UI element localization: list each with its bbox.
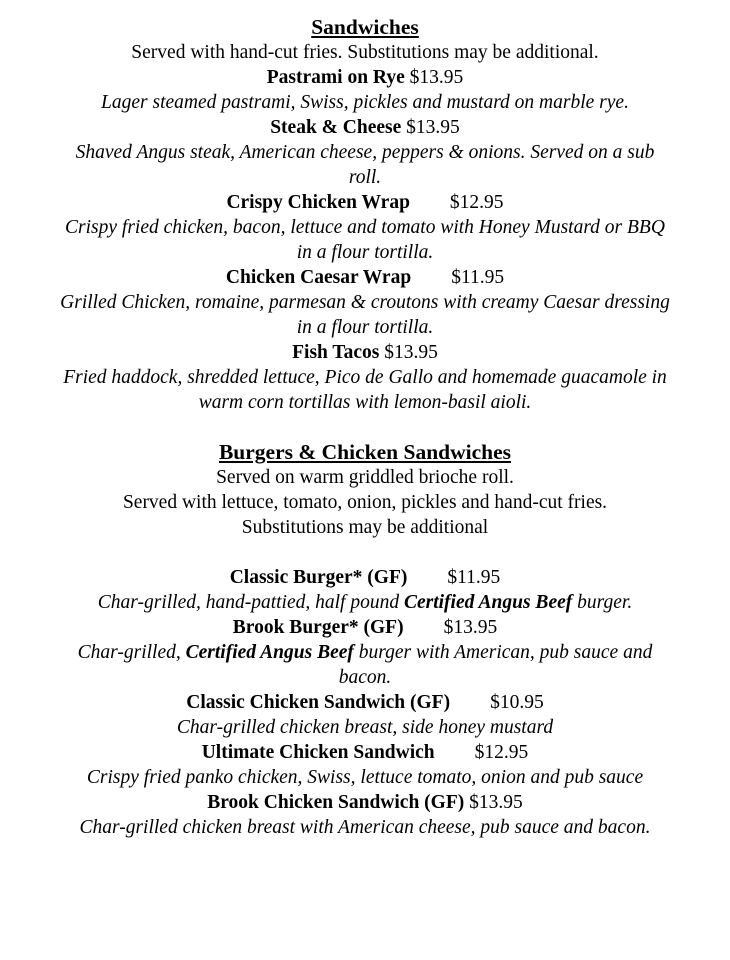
item-price: $13.95: [384, 342, 438, 363]
item-price: $13.95: [443, 617, 498, 638]
sandwiches-subtitle: Served with hand-cut fries. Substitutions may be additional.: [131, 42, 599, 63]
burgers-subtitle-line: Served with lettuce, tomato, onion, pickles and hand-cut fries.: [122, 492, 608, 513]
item-name: Brook Burger* (GF): [232, 617, 404, 638]
menu-item-chicken-caesar-wrap: [0, 265, 730, 290]
item-description: Char-grilled, Certified Angus Beef burger with American, pub sauce and bacon.: [77, 642, 653, 688]
item-description: Fried haddock, shredded lettuce, Pico de Gallo and homemade guacamole in warm corn tortillas with lemon-basil aioli.: [63, 367, 667, 413]
burgers-subtitle-line: Served on warm griddled brioche roll.: [216, 467, 514, 488]
sandwiches-section: [0, 0, 730, 415]
item-name: Ultimate Chicken Sandwich: [201, 742, 435, 763]
menu-item-crispy-chicken-wrap: [0, 190, 730, 215]
item-name: Crispy Chicken Wrap: [226, 192, 410, 213]
menu-item-ultimate-chicken-sandwich: [0, 740, 730, 765]
item-price: $13.95: [406, 117, 460, 138]
item-description: Crispy fried panko chicken, Swiss, lettuce tomato, onion and pub sauce: [86, 767, 644, 788]
menu-item-brook-burger: [0, 615, 730, 640]
burgers-subtitle-line: Substitutions may be additional: [241, 517, 489, 538]
item-description: Shaved Angus steak, American cheese, peppers & onions. Served on a sub roll.: [75, 142, 655, 188]
menu-item-fish-tacos: [0, 340, 730, 365]
item-description: Grilled Chicken, romaine, parmesan & croutons with creamy Caesar dressing in a flour tortilla.: [60, 292, 670, 338]
item-price: $11.95: [451, 267, 505, 288]
item-price: $12.95: [474, 742, 529, 763]
item-name: Fish Tacos: [292, 342, 380, 363]
burgers-section: [0, 415, 730, 840]
item-description: Char-grilled, hand-pattied, half pound Certified Angus Beef burger.: [97, 592, 633, 613]
menu-item-pastrami: [0, 65, 730, 90]
section-title-burgers: Burgers & Chicken Sandwiches: [218, 440, 512, 464]
menu-item-brook-chicken-sandwich: [0, 790, 730, 815]
item-name: Chicken Caesar Wrap: [225, 267, 412, 288]
item-price: $11.95: [447, 567, 501, 588]
item-description: Char-grilled chicken breast, side honey mustard: [176, 717, 554, 738]
menu-item-classic-burger: [0, 565, 730, 590]
item-name: Pastrami on Rye: [266, 67, 405, 88]
item-description: Crispy fried chicken, bacon, lettuce and tomato with Honey Mustard or BBQ in a flour tortilla.: [65, 217, 665, 263]
item-description: Char-grilled chicken breast with American cheese, pub sauce and bacon.: [79, 817, 651, 838]
item-price: $10.95: [490, 692, 544, 713]
item-name: Steak & Cheese: [270, 117, 402, 138]
item-name: Classic Burger* (GF): [229, 567, 408, 588]
menu-item-classic-chicken-sandwich: [0, 690, 730, 715]
item-name: Brook Chicken Sandwich (GF): [207, 792, 465, 813]
item-price: $12.95: [449, 192, 504, 213]
item-price: $13.95: [469, 792, 523, 813]
item-name: Classic Chicken Sandwich (GF): [186, 692, 451, 713]
item-description: Lager steamed pastrami, Swiss, pickles and mustard on marble rye.: [101, 92, 629, 113]
menu-item-steak-cheese: [0, 115, 730, 140]
item-price: $13.95: [409, 67, 464, 88]
section-title-sandwiches: Sandwiches: [311, 15, 419, 39]
